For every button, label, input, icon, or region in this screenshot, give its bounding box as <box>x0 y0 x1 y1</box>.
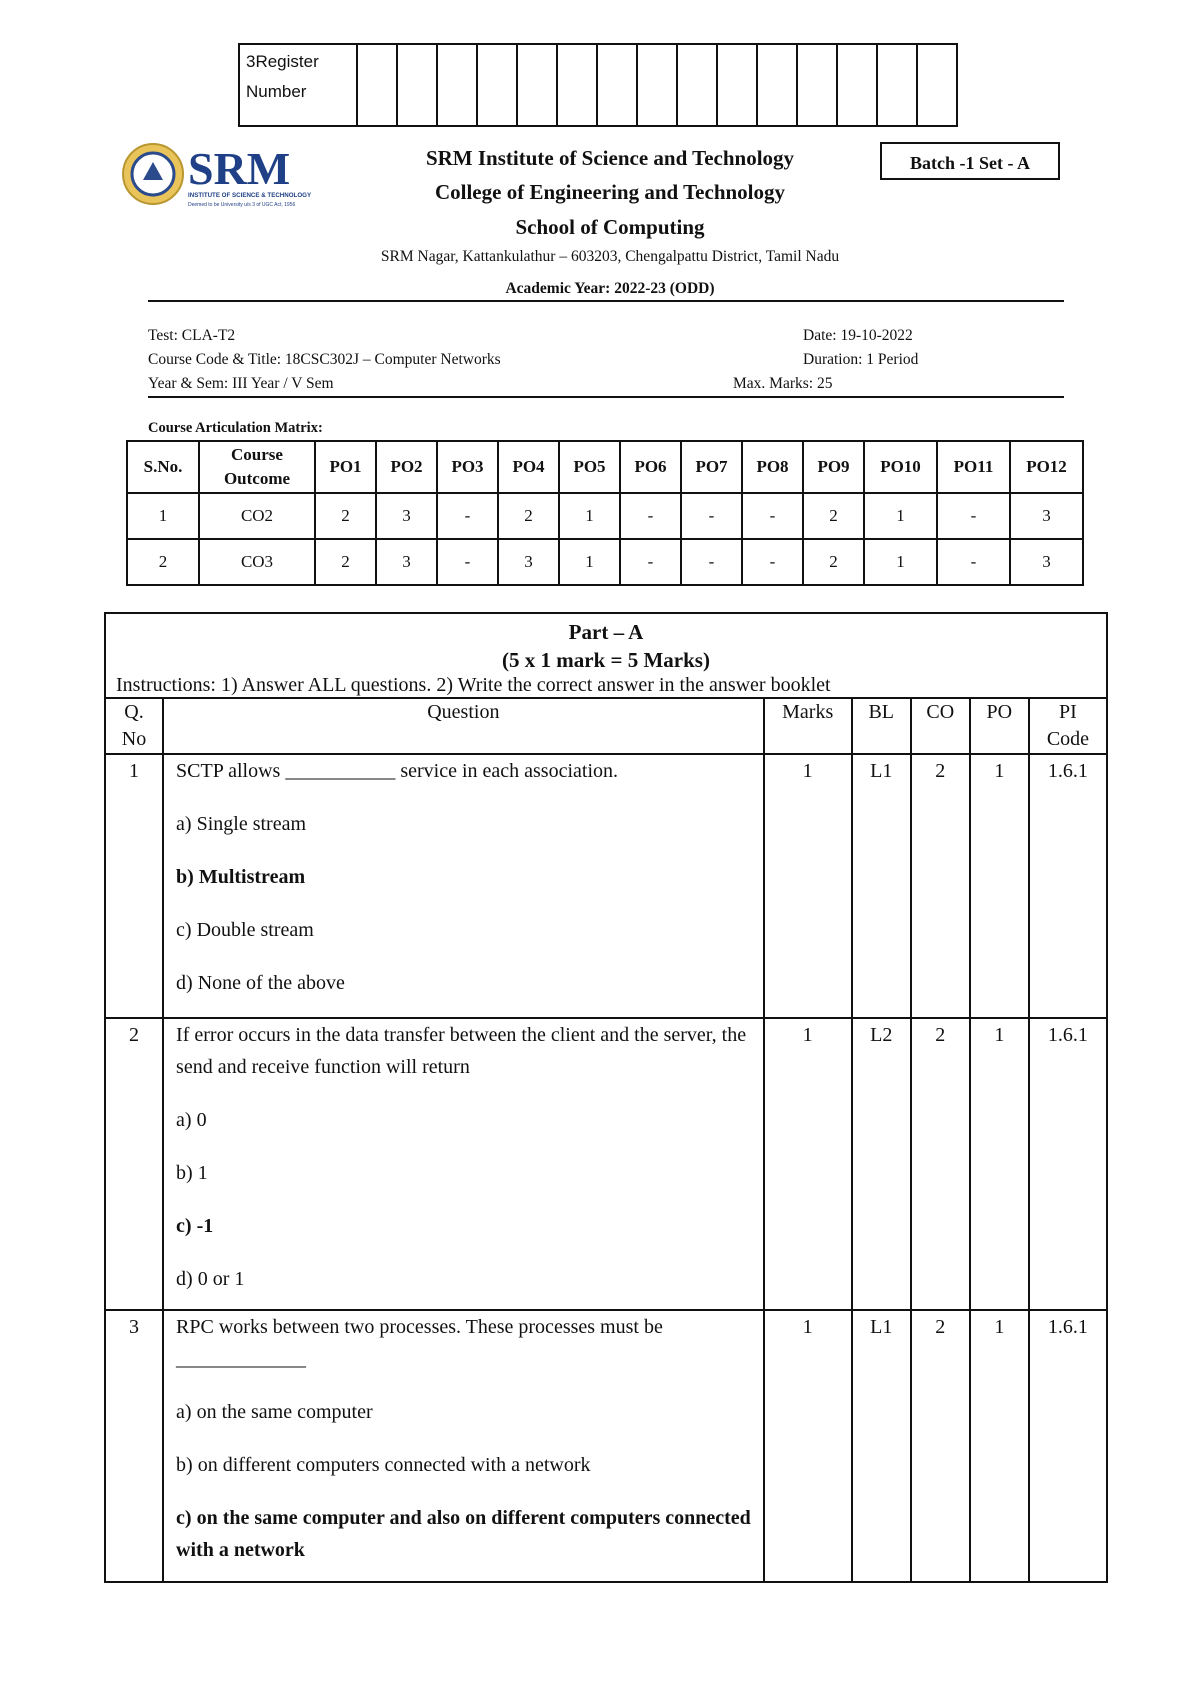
divider <box>148 300 1064 302</box>
col-bl: BL <box>852 698 911 754</box>
question-co: 2 <box>911 754 970 1018</box>
question-text-cell <box>163 1018 764 1310</box>
cell: 1 <box>127 493 199 539</box>
register-number-label: 3Register Number <box>239 44 357 126</box>
option-c: c) Double stream <box>176 919 314 941</box>
cell: - <box>681 493 742 539</box>
col-qno: Q. No <box>105 698 163 754</box>
header-cell: PO3 <box>437 441 498 493</box>
cell: 3 <box>376 493 437 539</box>
academic-year: Academic Year: 2022-23 (ODD) <box>505 280 715 297</box>
question-text-cell <box>163 1310 764 1582</box>
cell: 3 <box>498 539 559 585</box>
header-cell: PO8 <box>742 441 803 493</box>
question-row <box>105 1018 1107 1310</box>
option-d: d) None of the above <box>176 972 345 994</box>
part-a-title: Part – A <box>568 620 644 644</box>
cell: 2 <box>315 539 376 585</box>
srm-logo <box>120 140 330 212</box>
register-cell[interactable] <box>557 44 597 126</box>
course-code-title: Course Code & Title: 18CSC302J – Computer Networks <box>148 351 501 368</box>
cell: 2 <box>127 539 199 585</box>
cell: - <box>437 539 498 585</box>
question-pi: 1.6.1 <box>1029 1310 1107 1582</box>
cell: CO2 <box>199 493 315 539</box>
option-c-correct: c) on the same computer and also on different computers connected with a network <box>176 1507 751 1561</box>
question-number: 2 <box>105 1018 163 1310</box>
option-b: b) 1 <box>176 1162 208 1184</box>
part-a-header <box>105 613 1107 698</box>
register-cell[interactable] <box>877 44 917 126</box>
register-cell[interactable] <box>717 44 757 126</box>
option-a: a) on the same computer <box>176 1401 373 1423</box>
header-cell: PO9 <box>803 441 864 493</box>
batch-set-badge: Batch -1 Set - A <box>880 142 1060 180</box>
svg-text:INSTITUTE OF SCIENCE & TECHNOL: INSTITUTE OF SCIENCE & TECHNOLOGY <box>188 192 312 199</box>
header-cell: PO12 <box>1010 441 1083 493</box>
college-name: College of Engineering and Technology <box>434 180 786 204</box>
cell: 1 <box>864 493 937 539</box>
question-co: 2 <box>911 1310 970 1582</box>
cell: 1 <box>559 539 620 585</box>
col-marks: Marks <box>764 698 852 754</box>
cell: 2 <box>803 493 864 539</box>
header-cell: PO6 <box>620 441 681 493</box>
cell: CO3 <box>199 539 315 585</box>
header-cell: PO4 <box>498 441 559 493</box>
register-cell[interactable] <box>397 44 437 126</box>
articulation-header-row <box>127 441 1083 493</box>
test-name: Test: CLA-T2 <box>148 327 236 344</box>
institute-name: SRM Institute of Science and Technology <box>425 146 795 170</box>
register-cell[interactable] <box>357 44 397 126</box>
cell: - <box>742 493 803 539</box>
header-cell: PO11 <box>937 441 1010 493</box>
header-cell: PO2 <box>376 441 437 493</box>
header-cell: PO10 <box>864 441 937 493</box>
question-co: 2 <box>911 1018 970 1310</box>
question-po: 1 <box>970 1310 1029 1582</box>
question-text: RPC works between two processes. These processes must be _____________ <box>176 1316 663 1370</box>
svg-text:SRM: SRM <box>188 143 291 194</box>
register-cell[interactable] <box>797 44 837 126</box>
cell: 2 <box>315 493 376 539</box>
question-marks: 1 <box>764 1310 852 1582</box>
header-cell: Course Outcome <box>199 441 315 493</box>
question-text-cell <box>163 754 764 1018</box>
question-row <box>105 1310 1107 1582</box>
col-po: PO <box>970 698 1029 754</box>
cell: 3 <box>1010 539 1083 585</box>
cell: 3 <box>376 539 437 585</box>
option-b-correct: b) Multistream <box>176 866 306 888</box>
articulation-row <box>127 493 1083 539</box>
cell: 2 <box>803 539 864 585</box>
question-bl: L1 <box>852 754 911 1018</box>
cell: - <box>937 539 1010 585</box>
test-duration: Duration: 1 Period <box>803 351 919 368</box>
cell: 3 <box>1010 493 1083 539</box>
part-a-marks: (5 x 1 mark = 5 Marks) <box>502 648 710 672</box>
register-cell[interactable] <box>597 44 637 126</box>
question-number: 1 <box>105 754 163 1018</box>
col-pi: PI Code <box>1029 698 1107 754</box>
part-a-table <box>104 612 1108 1583</box>
question-text: SCTP allows ___________ service in each association. <box>176 760 619 782</box>
column-header-row <box>105 698 1107 754</box>
school-name: School of Computing <box>515 215 705 239</box>
divider <box>148 396 1064 398</box>
option-d: d) 0 or 1 <box>176 1268 245 1290</box>
question-marks: 1 <box>764 1018 852 1310</box>
address: SRM Nagar, Kattankulathur – 603203, Chengalpattu District, Tamil Nadu <box>380 248 840 265</box>
option-b: b) on different computers connected with a network <box>176 1454 591 1476</box>
articulation-title: Course Articulation Matrix: <box>148 420 323 436</box>
question-po: 1 <box>970 1018 1029 1310</box>
header-cell: PO1 <box>315 441 376 493</box>
cell: - <box>742 539 803 585</box>
cell: 1 <box>559 493 620 539</box>
question-bl: L1 <box>852 1310 911 1582</box>
question-po: 1 <box>970 754 1029 1018</box>
register-cell[interactable] <box>637 44 677 126</box>
register-cell[interactable] <box>437 44 477 126</box>
header-cell: PO7 <box>681 441 742 493</box>
col-co: CO <box>911 698 970 754</box>
question-bl: L2 <box>852 1018 911 1310</box>
year-sem: Year & Sem: III Year / V Sem <box>148 375 334 392</box>
option-a: a) 0 <box>176 1109 207 1131</box>
articulation-row <box>127 539 1083 585</box>
option-c-correct: c) -1 <box>176 1215 214 1237</box>
question-marks: 1 <box>764 754 852 1018</box>
header-cell: S.No. <box>127 441 199 493</box>
max-marks: Max. Marks: 25 <box>733 375 833 392</box>
register-cell[interactable] <box>517 44 557 126</box>
option-a: a) Single stream <box>176 813 307 835</box>
cell: - <box>937 493 1010 539</box>
register-cell[interactable] <box>677 44 717 126</box>
cell: 2 <box>498 493 559 539</box>
question-pi: 1.6.1 <box>1029 754 1107 1018</box>
col-question: Question <box>163 698 764 754</box>
part-a-instructions: Instructions: 1) Answer ALL questions. 2) Write the correct answer in the answer booklet <box>116 674 831 696</box>
register-cell[interactable] <box>917 44 957 126</box>
cell: 1 <box>864 539 937 585</box>
cell: - <box>620 493 681 539</box>
header-cell: PO5 <box>559 441 620 493</box>
question-row <box>105 754 1107 1018</box>
question-pi: 1.6.1 <box>1029 1018 1107 1310</box>
question-number: 3 <box>105 1310 163 1582</box>
cell: - <box>437 493 498 539</box>
cell: - <box>620 539 681 585</box>
register-cell[interactable] <box>837 44 877 126</box>
svg-text:Deemed to be University u/s 3: Deemed to be University u/s 3 of UGC Act, 1956 <box>188 202 296 208</box>
articulation-matrix <box>126 440 1084 586</box>
register-cell[interactable] <box>757 44 797 126</box>
question-text: If error occurs in the data transfer between the client and the server, the send and receive function will return <box>176 1024 747 1078</box>
cell: - <box>681 539 742 585</box>
test-date: Date: 19-10-2022 <box>803 327 913 344</box>
register-number-box <box>238 43 958 127</box>
register-cell[interactable] <box>477 44 517 126</box>
